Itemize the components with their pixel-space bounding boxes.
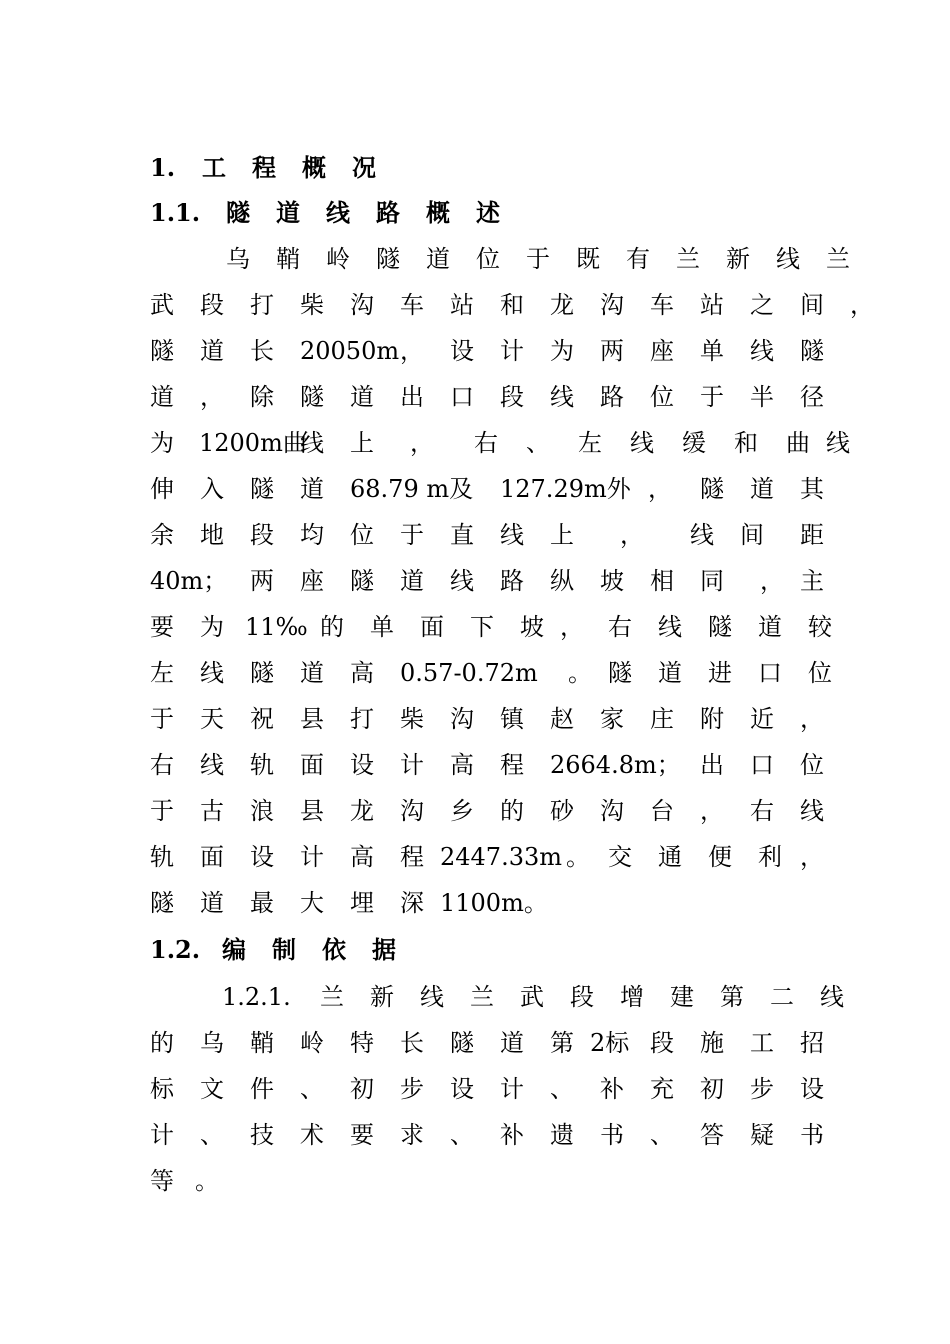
text-token: 直: [450, 521, 474, 549]
text-token: 、: [526, 429, 550, 457]
paragraph-line: [0, 742, 950, 788]
text-token: 和: [500, 291, 524, 319]
text-token: 等: [150, 1167, 174, 1195]
text-token: 伸: [150, 475, 174, 503]
text-token: 特: [350, 1029, 374, 1057]
text-token: 。: [195, 1167, 219, 1195]
text-token: 曲: [786, 429, 810, 457]
text-token: 隧: [376, 245, 400, 273]
text-token: 埋: [350, 889, 374, 917]
text-token: 、: [650, 1121, 674, 1149]
text-token: 座: [650, 337, 674, 365]
text-token: 线: [800, 797, 824, 825]
text-token: 、: [300, 1075, 324, 1103]
text-token: 坡: [520, 613, 544, 641]
text-token: 线: [420, 983, 444, 1011]
text-token: 设: [800, 1075, 824, 1103]
text-token: 线: [690, 521, 714, 549]
text-token: 于: [150, 705, 174, 733]
text-token: 龙: [350, 797, 374, 825]
text-token: 道: [500, 1029, 524, 1057]
paragraph-line: [0, 1020, 950, 1066]
text-token: 交: [608, 843, 632, 871]
text-token: 之: [750, 291, 774, 319]
text-token: 初: [700, 1075, 724, 1103]
text-token: 书: [600, 1121, 624, 1149]
text-token: 庄: [650, 705, 674, 733]
text-token: 龙: [550, 291, 574, 319]
text-token: 口: [758, 659, 782, 687]
text-token: 家: [600, 705, 624, 733]
text-token: 隧: [250, 475, 274, 503]
text-token: 兰: [470, 983, 494, 1011]
text-token: 线: [200, 751, 224, 779]
text-token: 附: [700, 705, 724, 733]
text-token: 便: [708, 843, 732, 871]
text-token: 计: [150, 1121, 174, 1149]
text-token: 纵: [550, 567, 574, 595]
text-token: 鞘: [250, 1029, 274, 1057]
text-token: 出: [400, 383, 424, 411]
text-token: 乡: [450, 797, 474, 825]
text-token: 利: [758, 843, 782, 871]
text-token: 步: [750, 1075, 774, 1103]
text-token: 车: [400, 291, 424, 319]
text-token: 隧: [708, 613, 732, 641]
text-token: 设: [350, 751, 374, 779]
paragraph-line: [0, 420, 950, 466]
text-token: 左: [578, 429, 602, 457]
paragraph-line: [0, 466, 950, 512]
text-token: 隧: [300, 383, 324, 411]
text-token: 位: [350, 521, 374, 549]
text-token: 线: [776, 245, 800, 273]
text-token: 县: [300, 797, 324, 825]
text-token: 两: [600, 337, 624, 365]
text-token: 线: [750, 337, 774, 365]
text-token: 镇: [500, 705, 524, 733]
text-token: 入: [200, 475, 224, 503]
text-token: 的: [500, 797, 524, 825]
text-token: 工: [202, 153, 226, 182]
text-token: 浪: [250, 797, 274, 825]
text-token: 大: [300, 889, 324, 917]
text-token: 、: [450, 1121, 474, 1149]
text-token: 编: [222, 935, 246, 964]
text-token: 线: [500, 521, 524, 549]
text-token: 缓: [682, 429, 706, 457]
text-token: 道: [300, 475, 324, 503]
paragraph-line: [0, 328, 950, 374]
paragraph-line: [0, 1158, 950, 1204]
text-token: 疑: [750, 1121, 774, 1149]
paragraph-line: [0, 696, 950, 742]
text-token: 答: [700, 1121, 724, 1149]
text-token: 段: [500, 383, 524, 411]
paragraph-line: [0, 282, 950, 328]
text-token: 余: [150, 521, 174, 549]
text-token: 口: [750, 751, 774, 779]
text-token: 隧: [250, 659, 274, 687]
text-token: 设: [450, 1075, 474, 1103]
text-token: ，: [648, 475, 672, 503]
text-token: 20050m: [300, 337, 400, 365]
text-token: 口: [450, 383, 474, 411]
text-token: 较: [808, 613, 832, 641]
text-token: 间: [800, 291, 824, 319]
paragraph-line: [0, 604, 950, 650]
text-token: 乌: [200, 1029, 224, 1057]
text-token: 既: [576, 245, 600, 273]
text-token: 补: [600, 1075, 624, 1103]
text-token: 127.29m外: [500, 475, 631, 503]
text-token: 沟: [400, 797, 424, 825]
section-heading: [0, 190, 950, 236]
text-token: 有: [626, 245, 650, 273]
text-token: 于: [700, 383, 724, 411]
text-token: 为: [200, 613, 224, 641]
text-token: 兰: [826, 245, 850, 273]
text-token: 站: [700, 291, 724, 319]
text-token: 坡: [600, 567, 624, 595]
text-token: 隧: [150, 889, 174, 917]
text-token: 线: [630, 429, 654, 457]
text-token: 右: [474, 429, 498, 457]
text-token: 术: [300, 1121, 324, 1149]
text-token: 半: [750, 383, 774, 411]
text-token: 补: [500, 1121, 524, 1149]
text-token: 1100m。: [440, 889, 548, 917]
text-token: 招: [800, 1029, 824, 1057]
text-token: 古: [200, 797, 224, 825]
text-token: 道: [400, 567, 424, 595]
text-token: 1200m曲: [199, 429, 307, 457]
text-token: 赵: [550, 705, 574, 733]
paragraph-line: [0, 374, 950, 420]
text-token: 高: [350, 659, 374, 687]
text-token: 兰: [320, 983, 344, 1011]
text-token: 的: [320, 613, 344, 641]
paragraph-line: [0, 1066, 950, 1112]
text-token: 距: [800, 521, 824, 549]
text-token: 沟: [350, 291, 374, 319]
text-token: 乌: [226, 245, 250, 273]
text-token: 武: [520, 983, 544, 1011]
text-token: 轨: [150, 843, 174, 871]
text-token: 天: [200, 705, 224, 733]
text-token: 两: [250, 567, 274, 595]
text-token: 地: [200, 521, 224, 549]
text-token: 计: [300, 843, 324, 871]
text-token: 沟: [600, 797, 624, 825]
text-token: 道: [276, 198, 300, 227]
text-token: ，: [850, 291, 874, 319]
text-token: 40m；: [150, 567, 228, 595]
text-token: 二: [770, 983, 794, 1011]
text-token: 书: [800, 1121, 824, 1149]
text-token: 况: [352, 153, 376, 182]
text-token: 段: [570, 983, 594, 1011]
text-token: 程: [500, 751, 524, 779]
text-token: 单: [370, 613, 394, 641]
text-token: 柴: [300, 291, 324, 319]
text-token: 依: [322, 935, 346, 964]
text-token: 设: [450, 337, 474, 365]
text-token: 文: [200, 1075, 224, 1103]
paragraph-line: [0, 236, 950, 282]
text-token: 岭: [300, 1029, 324, 1057]
text-token: 祝: [250, 705, 274, 733]
text-token: 要: [350, 1121, 374, 1149]
paragraph-line: [0, 650, 950, 696]
text-token: 计: [500, 337, 524, 365]
text-token: 0.57-0.72m: [400, 659, 538, 687]
text-token: 的: [150, 1029, 174, 1057]
text-token: 长: [400, 1029, 424, 1057]
text-token: 进: [708, 659, 732, 687]
text-token: 面: [420, 613, 444, 641]
text-token: 2标: [590, 1029, 630, 1057]
text-token: 充: [650, 1075, 674, 1103]
paragraph-line: [0, 788, 950, 834]
text-token: 初: [350, 1075, 374, 1103]
text-token: 打: [250, 291, 274, 319]
text-token: 柴: [400, 705, 424, 733]
text-token: 下: [470, 613, 494, 641]
text-token: 沟: [600, 291, 624, 319]
text-token: 兰: [676, 245, 700, 273]
text-token: 程: [252, 153, 276, 182]
text-token: 设: [250, 843, 274, 871]
text-token: 求: [400, 1121, 424, 1149]
text-token: 概: [302, 153, 326, 182]
paragraph-line: [0, 880, 950, 926]
text-token: 线: [550, 383, 574, 411]
text-token: ，: [700, 797, 724, 825]
text-token: 隧: [350, 567, 374, 595]
text-token: ，: [410, 429, 434, 457]
text-token: ，: [800, 843, 824, 871]
text-token: 、: [550, 1075, 574, 1103]
text-token: 2447.33m: [440, 843, 563, 871]
text-token: 岭: [326, 245, 350, 273]
text-token: 相: [650, 567, 674, 595]
text-token: 主: [800, 567, 824, 595]
text-token: 段: [250, 521, 274, 549]
text-token: 台: [650, 797, 674, 825]
text-token: 武: [150, 291, 174, 319]
text-token: ，: [400, 337, 424, 365]
text-token: 线: [826, 429, 850, 457]
section-heading: [0, 927, 950, 973]
text-token: 通: [658, 843, 682, 871]
text-token: 隧: [226, 198, 250, 227]
text-token: 右: [150, 751, 174, 779]
text-token: 、: [200, 1121, 224, 1149]
text-token: 线: [200, 659, 224, 687]
text-token: 右: [608, 613, 632, 641]
text-token: 单: [700, 337, 724, 365]
text-token: ，: [620, 521, 644, 549]
text-token: 步: [400, 1075, 424, 1103]
text-token: 道: [426, 245, 450, 273]
text-token: 隧: [150, 337, 174, 365]
text-token: 砂: [550, 797, 574, 825]
text-token: 计: [400, 751, 424, 779]
text-token: 。: [568, 659, 592, 687]
text-token: 线: [820, 983, 844, 1011]
text-token: 位: [476, 245, 500, 273]
text-token: 施: [700, 1029, 724, 1057]
text-token: ，: [200, 383, 224, 411]
text-token: 隧: [608, 659, 632, 687]
text-token: 轨: [250, 751, 274, 779]
text-token: 述: [476, 198, 500, 227]
text-token: 第: [720, 983, 744, 1011]
text-token: 线: [450, 567, 474, 595]
text-token: 概: [426, 198, 450, 227]
text-token: 11‰: [245, 613, 308, 641]
text-token: 于: [526, 245, 550, 273]
text-token: 出: [700, 751, 724, 779]
text-token: 上: [550, 521, 574, 549]
text-token: 座: [300, 567, 324, 595]
paragraph-line: [0, 558, 950, 604]
text-token: 道: [758, 613, 782, 641]
text-token: 车: [650, 291, 674, 319]
text-token: 同: [700, 567, 724, 595]
text-token: 站: [450, 291, 474, 319]
text-token: 道: [658, 659, 682, 687]
text-token: 高: [350, 843, 374, 871]
paragraph-line: [0, 1112, 950, 1158]
text-token: 沟: [450, 705, 474, 733]
text-token: 隧: [800, 337, 824, 365]
text-token: 技: [250, 1121, 274, 1149]
text-token: 深: [400, 889, 424, 917]
text-token: 。: [566, 843, 590, 871]
text-token: 据: [372, 935, 396, 964]
text-token: 近: [750, 705, 774, 733]
text-token: 左: [150, 659, 174, 687]
text-token: 要: [150, 613, 174, 641]
text-token: 长: [250, 337, 274, 365]
text-token: 和: [734, 429, 758, 457]
text-token: 为: [150, 429, 174, 457]
text-token: 上: [350, 429, 374, 457]
text-token: 为: [550, 337, 574, 365]
text-token: 程: [400, 843, 424, 871]
text-token: 段: [650, 1029, 674, 1057]
text-token: ，: [760, 567, 784, 595]
text-token: 面: [200, 843, 224, 871]
text-token: 道: [200, 889, 224, 917]
text-token: 鞘: [276, 245, 300, 273]
text-token: ，: [800, 705, 824, 733]
text-token: 道: [350, 383, 374, 411]
text-token: 线: [300, 429, 324, 457]
text-token: 除: [250, 383, 274, 411]
text-token: 于: [150, 797, 174, 825]
paragraph-line: [0, 834, 950, 880]
text-token: 路: [600, 383, 624, 411]
text-token: 县: [300, 705, 324, 733]
text-token: 段: [200, 291, 224, 319]
text-token: 间: [740, 521, 764, 549]
text-token: 均: [300, 521, 324, 549]
text-token: 面: [300, 751, 324, 779]
text-token: 68.79 m及: [350, 475, 474, 503]
text-token: 高: [450, 751, 474, 779]
text-token: 位: [800, 751, 824, 779]
paragraph-line: [0, 512, 950, 558]
text-token: 线: [326, 198, 350, 227]
text-token: 遗: [550, 1121, 574, 1149]
text-token: 道: [300, 659, 324, 687]
text-token: 道: [750, 475, 774, 503]
text-token: 1.1.: [150, 198, 201, 227]
text-token: 1.: [150, 153, 176, 182]
text-token: 位: [808, 659, 832, 687]
text-token: 路: [376, 198, 400, 227]
text-token: 计: [500, 1075, 524, 1103]
text-token: ，: [560, 613, 584, 641]
text-token: 1.2.1.: [222, 983, 291, 1011]
text-token: 位: [650, 383, 674, 411]
text-token: 2664.8m；: [550, 751, 681, 779]
text-token: 1.2.: [150, 935, 201, 964]
text-token: 于: [400, 521, 424, 549]
text-token: 新: [726, 245, 750, 273]
text-token: 道: [150, 383, 174, 411]
section-heading: [0, 145, 950, 191]
text-token: 其: [800, 475, 824, 503]
text-token: 打: [350, 705, 374, 733]
text-token: 第: [550, 1029, 574, 1057]
text-token: 右: [750, 797, 774, 825]
text-token: 隧: [450, 1029, 474, 1057]
text-token: 最: [250, 889, 274, 917]
text-token: 增: [620, 983, 644, 1011]
text-token: 隧: [700, 475, 724, 503]
paragraph-line: [0, 974, 950, 1020]
text-token: 新: [370, 983, 394, 1011]
text-token: 线: [658, 613, 682, 641]
text-token: 道: [200, 337, 224, 365]
text-token: 径: [800, 383, 824, 411]
text-token: 工: [750, 1029, 774, 1057]
text-token: 制: [272, 935, 296, 964]
text-token: 建: [670, 983, 694, 1011]
text-token: 件: [250, 1075, 274, 1103]
text-token: 标: [150, 1075, 174, 1103]
text-token: 路: [500, 567, 524, 595]
